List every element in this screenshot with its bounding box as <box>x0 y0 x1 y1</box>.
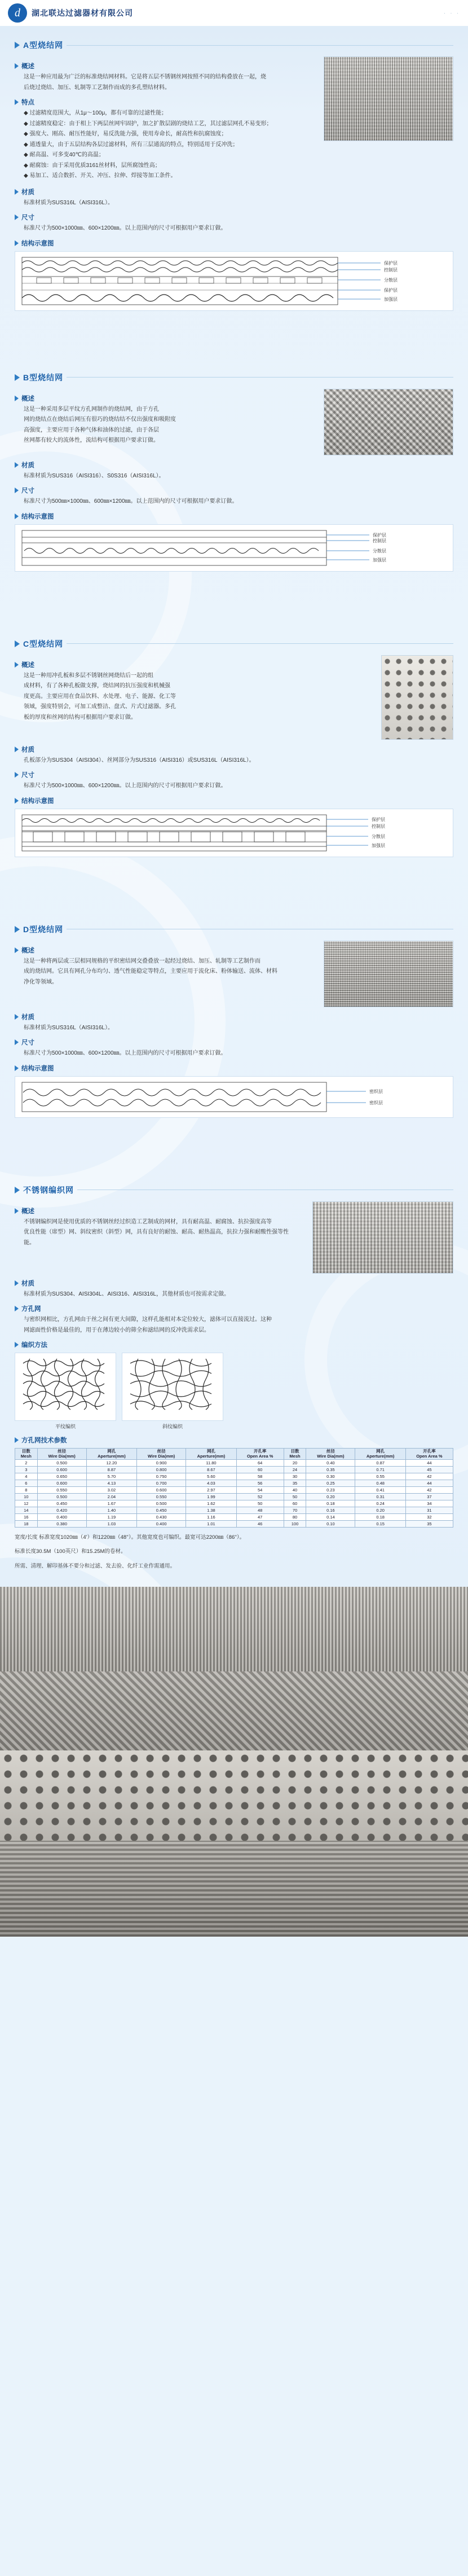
bullet-icon <box>15 772 19 778</box>
table-cell: 4.03 <box>186 1480 236 1487</box>
sub-material-woven: 材质 <box>15 1279 453 1288</box>
material-c-text: 孔板部分为SUS304（AISI304）、丝网部分为SUS316（AISI316）或SUS316L（AISI316L）。 <box>24 757 255 763</box>
sub-features-a: 特点 <box>15 98 316 107</box>
table-cell: 1.16 <box>186 1514 236 1521</box>
legend-a-2: 分散层 <box>384 277 398 283</box>
sub-size-b: 尺寸 <box>15 486 453 495</box>
weave-twill-cell <box>122 1353 223 1421</box>
table-cell: 3.02 <box>86 1487 136 1494</box>
size-b-text: 标准尺寸为500㎜×1000㎜、600㎜×1200㎜。以上范围内的尺寸可根据用户要求订做。 <box>24 498 238 504</box>
table-cell: 10 <box>15 1494 38 1500</box>
note-line-2: 标准长度30.5M（100英尺）和15.25M的卷材。 <box>15 1548 126 1555</box>
table-cell: 35 <box>284 1480 306 1487</box>
table-cell: 16 <box>15 1514 38 1521</box>
section-woven-title <box>15 1184 453 1196</box>
section-a-type <box>0 26 468 313</box>
size-d-text: 标准尺寸为500×1000㎜、600×1200㎜。以上范围内的尺寸可根据用户要求订做。 <box>24 1050 227 1056</box>
table-cell: 58 <box>236 1473 284 1480</box>
table-cell: 54 <box>236 1487 284 1494</box>
sub-overview-woven: 概述 <box>15 1206 304 1215</box>
table-cell: 8 <box>15 1487 38 1494</box>
overview-woven-text <box>15 1218 304 1248</box>
feature-item: ◆ 强度大、刚高、耐压性能好，易反洗能力强，使用寿命长，耐高性和抗腐蚀度； <box>24 131 227 137</box>
section-woven <box>0 1171 468 1579</box>
structure-diagram-b <box>15 524 453 572</box>
section-a-title <box>15 40 453 51</box>
material-d-text: 标准材质为SUS316L（AISI316L）。 <box>24 1024 113 1031</box>
note-line-3: 所需、清理、解印基体不要分和过滤、发去验、化纤工业作需通用。 <box>15 1563 176 1570</box>
legend-b-3: 加强层 <box>373 557 386 563</box>
overview-d-line-3: 净化等领域。 <box>24 978 58 985</box>
table-cell: 2 <box>15 1460 38 1467</box>
col-header: 目数 Mesh <box>15 1449 38 1460</box>
table-cell: 0.14 <box>306 1514 355 1521</box>
section-c-title <box>15 638 453 650</box>
weave-plain-cell <box>15 1353 116 1421</box>
size-c-text: 标准尺寸为500×1000㎜、600×1200㎜。以上范围内的尺寸可根据用户要求订做。 <box>24 783 227 789</box>
table-cell: 70 <box>284 1507 306 1514</box>
table-cell: 0.450 <box>137 1507 186 1514</box>
col-header: 目数 Mesh <box>284 1449 306 1460</box>
table-cell: 0.400 <box>137 1521 186 1528</box>
table-row <box>15 1480 453 1487</box>
table-cell: 60 <box>284 1500 306 1507</box>
overview-woven-line-2: 优良性能（席型）网、斜纹密织（斜型）网，具有良好的耐蚀、耐高、耐热温高，抗拉力强和耐酸性强等性 <box>24 1229 289 1235</box>
table-cell: 0.900 <box>137 1460 186 1467</box>
table-cell: 60 <box>236 1467 284 1473</box>
feature-text: 易加工、适合数折、开关、冲压、拉伸、焊接等加工条件。 <box>29 173 176 179</box>
bullet-icon <box>15 1342 19 1348</box>
col-header: 开孔率 Open Area % <box>236 1449 284 1460</box>
sub-size-d: 尺寸 <box>15 1038 453 1047</box>
header-marks: · · · <box>444 10 460 16</box>
table-cell: 0.16 <box>306 1507 355 1514</box>
overview-c-line-1: 这是一种用冲孔板和多层不锈钢丝网烧结后一起的组 <box>24 672 153 679</box>
sub-overview-b: 概述 <box>15 394 316 403</box>
table-row <box>15 1487 453 1494</box>
table-cell: 0.650 <box>37 1473 86 1480</box>
sub-material-b: 材质 <box>15 460 453 469</box>
overview-c-line-5: 板的厚度和丝网的结构可根据用户要求订做。 <box>24 714 136 721</box>
logo-icon: d <box>8 3 27 23</box>
product-photo-b <box>324 389 453 455</box>
table-cell: 0.55 <box>355 1473 405 1480</box>
section-b-heading: B型烧结网 <box>23 372 64 382</box>
hole-mesh-text <box>15 1315 453 1335</box>
table-cell: 0.550 <box>137 1494 186 1500</box>
table-cell: 11.80 <box>186 1460 236 1467</box>
size-a-text: 标准尺寸为500×1000㎜、600×1200㎜。以上范围内的尺寸可根据用户要求订做。 <box>24 225 227 231</box>
triangle-icon <box>15 926 20 933</box>
col-header: 网孔 Aperture(mm) <box>355 1449 405 1460</box>
company-logo <box>8 3 133 23</box>
table-cell: 1.19 <box>86 1514 136 1521</box>
triangle-icon <box>15 1187 20 1193</box>
section-woven-heading: 不锈钢编织网 <box>23 1185 74 1195</box>
table-cell: 0.700 <box>137 1480 186 1487</box>
weave-plain-caption: 平纹编织 <box>55 1424 76 1429</box>
section-a-heading: A型烧结网 <box>23 41 64 50</box>
overview-d-line-1: 这是一种将两层或三层相同规格的平织密结网交叠叠放一起经过烧结、加压、轧制等工艺制作而 <box>24 958 261 964</box>
table-cell: 0.71 <box>355 1467 405 1473</box>
feature-item: ◆ 通透量大，由于五层结构各层过滤材料，所有三层通流的特点，特别适用于反冲洗； <box>24 141 239 148</box>
table-row <box>15 1514 453 1521</box>
col-header: 丝径 Wire Dia(mm) <box>306 1449 355 1460</box>
bullet-icon <box>15 947 19 953</box>
overview-woven-line-3: 能。 <box>24 1239 35 1246</box>
overview-b-line-4: 丝网都有较大的流体性，流结构可根据用户要求订做。 <box>24 437 159 444</box>
bullet-icon <box>15 514 19 519</box>
feature-text: 耐高温、可多变40℃的高温； <box>29 152 104 158</box>
sub-size-a: 尺寸 <box>15 213 453 222</box>
legend-b-1: 控制层 <box>373 538 386 543</box>
features-a-list <box>15 109 316 181</box>
material-a-text: 标准材质为SUS316L（AISI316L）。 <box>24 199 113 206</box>
overview-c-line-2: 成材料，有了各种孔板做支撑，烧结网的抗压强度和机械强 <box>24 683 170 689</box>
table-cell: 0.48 <box>355 1480 405 1487</box>
weave-plain-block <box>15 1353 116 1430</box>
feature-text: 过滤精度范围大，从1μ～100μ，都有可靠的过滤性能； <box>29 110 167 116</box>
table-cell: 1.38 <box>186 1507 236 1514</box>
bullet-icon <box>15 1306 19 1311</box>
divider <box>67 377 453 378</box>
overview-d-line-2: 成的烧结网。它具有网孔分布均匀、透气性能稳定等特点，主要应用于流化床、粉体输送、流体、材料 <box>24 968 277 975</box>
sub-diagram-a: 结构示意图 <box>15 239 453 248</box>
structure-diagram-d <box>15 1076 453 1118</box>
table-cell: 44 <box>405 1460 453 1467</box>
table-cell: 1.99 <box>186 1494 236 1500</box>
table-body <box>15 1460 453 1528</box>
structure-diagram-c <box>15 809 453 857</box>
section-c-type <box>0 625 468 859</box>
table-cell: 45 <box>405 1467 453 1473</box>
feature-text: 强度大、刚高、耐压性能好，易反洗能力强，使用寿命长，耐高性和抗腐蚀度； <box>29 131 227 137</box>
legend-a-4: 加强层 <box>384 296 398 302</box>
feature-item: ◆ 易加工、适合数折、开关、冲压、拉伸、焊接等加工条件。 <box>24 173 176 179</box>
table-cell: 0.500 <box>37 1460 86 1467</box>
weave-twill-caption: 斜纹编织 <box>162 1424 183 1429</box>
bullet-icon <box>15 1065 19 1071</box>
table-cell: 0.600 <box>137 1487 186 1494</box>
mesh-params-table <box>15 1448 453 1528</box>
overview-b-line-3: 高强度，主要应用于各种气体和油体的过滤，由于各层 <box>24 427 159 433</box>
table-cell: 50 <box>284 1494 306 1500</box>
bullet-icon <box>15 63 19 69</box>
table-cell: 0.550 <box>37 1487 86 1494</box>
sub-hole-mesh: 方孔网 <box>15 1304 453 1313</box>
overview-c-text <box>15 672 373 723</box>
table-cell: 0.450 <box>37 1500 86 1507</box>
sub-diagram-b: 结构示意图 <box>15 512 453 521</box>
sub-material-a: 材质 <box>15 187 453 196</box>
col-header: 网孔 Aperture(mm) <box>186 1449 236 1460</box>
section-c-heading: C型烧结网 <box>23 639 64 648</box>
table-cell: 12.20 <box>86 1460 136 1467</box>
bullet-icon <box>15 99 19 105</box>
table-cell: 8.87 <box>86 1467 136 1473</box>
bullet-icon <box>15 1014 19 1020</box>
legend-b-2: 分散层 <box>373 548 386 554</box>
table-cell: 20 <box>284 1460 306 1467</box>
table-cell: 1.40 <box>86 1507 136 1514</box>
table-header-row <box>15 1449 453 1460</box>
divider <box>67 45 453 46</box>
bullet-icon <box>15 662 19 668</box>
legend-a-0: 保护层 <box>384 260 398 266</box>
overview-b-text <box>15 405 316 446</box>
bottom-photo-1 <box>0 1587 468 1671</box>
legend-a-1: 控制层 <box>384 267 398 273</box>
bullet-icon <box>15 1437 19 1443</box>
bullet-icon <box>15 747 19 752</box>
table-cell: 35 <box>405 1521 453 1528</box>
section-d-type <box>0 910 468 1120</box>
section-b-type <box>0 358 468 574</box>
diagram-c-svg <box>20 813 448 853</box>
table-cell: 0.10 <box>306 1521 355 1528</box>
diagram-a-svg <box>20 255 448 307</box>
table-cell: 2.04 <box>86 1494 136 1500</box>
section-b-title <box>15 372 453 383</box>
overview-a-line-2: 后烧过烧结、加压、轧制等工艺制作而成的多孔塑结材料。 <box>24 84 170 91</box>
sub-overview-c: 概述 <box>15 660 373 669</box>
material-woven-text: 标准材质为SUS304、AISI304L、AISI316、AISI316L，其他材质也可按需求定做。 <box>24 1291 230 1297</box>
table-row <box>15 1507 453 1514</box>
table-cell: 0.750 <box>137 1473 186 1480</box>
table-cell: 24 <box>284 1467 306 1473</box>
sub-overview-a: 概述 <box>15 62 316 71</box>
table-cell: 0.31 <box>355 1494 405 1500</box>
bullet-icon <box>15 1039 19 1045</box>
product-photo-woven <box>312 1201 453 1274</box>
product-photo-d <box>324 941 453 1007</box>
overview-d-text <box>15 957 316 988</box>
sub-material-d: 材质 <box>15 1012 453 1021</box>
feature-text: 过滤精度稳定：由于相上下两层丝网牢固护，加之扩散层剧的烧结工艺，其过滤层网孔不易变形； <box>29 120 272 127</box>
bullet-icon <box>15 396 19 401</box>
col-header: 丝径 Wire Dia(mm) <box>37 1449 86 1460</box>
sub-params: 方孔网技术参数 <box>15 1436 453 1445</box>
legend-d-0: 密织层 <box>369 1089 383 1094</box>
table-cell: 0.18 <box>306 1500 355 1507</box>
table-cell: 37 <box>405 1494 453 1500</box>
weave-method-diagrams <box>15 1353 453 1430</box>
legend-c-2: 分散层 <box>372 833 385 839</box>
overview-woven-line-1: 不锈钢编织网是使用优质的不锈钢丝经过织造工艺制成的网材，具有耐高温、耐腐蚀、抗拉强度高等 <box>24 1218 272 1225</box>
feature-text: 耐腐蚀：由于采用优质3161丝材料，层所腐蚀性高； <box>29 162 161 169</box>
feature-item: ◆ 过滤精度范围大，从1μ～100μ，都有可靠的过滤性能； <box>24 110 167 116</box>
bottom-photo-2 <box>0 1671 468 1750</box>
table-cell: 47 <box>236 1514 284 1521</box>
bottom-photo-4 <box>0 1841 468 1937</box>
overview-b-line-2: 网的烧结点在烧结后网压有很巧的烧结结不仅出强度和吸附度 <box>24 416 176 423</box>
col-header: 网孔 Aperture(mm) <box>86 1449 136 1460</box>
bottom-photo-3 <box>0 1750 468 1841</box>
table-cell: 0.430 <box>137 1514 186 1521</box>
col-header: 丝径 Wire Dia(mm) <box>137 1449 186 1460</box>
table-cell: 30 <box>284 1473 306 1480</box>
sub-weave-method: 编织方法 <box>15 1340 453 1349</box>
table-cell: 0.400 <box>37 1514 86 1521</box>
table-cell: 12 <box>15 1500 38 1507</box>
bottom-photo-band <box>0 1587 468 1937</box>
sub-overview-d: 概述 <box>15 946 316 955</box>
table-cell: 56 <box>236 1480 284 1487</box>
triangle-icon <box>15 374 20 381</box>
plain-weave-svg <box>17 1355 113 1416</box>
table-cell: 4.13 <box>86 1480 136 1487</box>
table-cell: 52 <box>236 1494 284 1500</box>
table-cell: 0.20 <box>355 1507 405 1514</box>
table-cell: 1.01 <box>186 1521 236 1528</box>
table-cell: 0.800 <box>137 1467 186 1473</box>
table-row <box>15 1473 453 1480</box>
table-cell: 0.30 <box>306 1473 355 1480</box>
table-cell: 0.25 <box>306 1480 355 1487</box>
table-cell: 18 <box>15 1521 38 1528</box>
bullet-icon <box>15 798 19 804</box>
section-d-title <box>15 924 453 935</box>
table-cell: 0.35 <box>306 1467 355 1473</box>
hole-mesh-line-2: 网滤面性价格是最佳的，用于在薄边较小的筛全和滤结网的反冲洗需求层。 <box>24 1327 210 1333</box>
divider <box>67 643 453 644</box>
table-cell: 42 <box>405 1487 453 1494</box>
table-cell: 31 <box>405 1507 453 1514</box>
feature-item: ◆ 耐腐蚀：由于采用优质3161丝材料，层所腐蚀性高； <box>24 162 161 169</box>
feature-text: 通透量大，由于五层结构各层过滤材料，所有三层通流的特点，特别适用于反冲洗； <box>29 141 239 148</box>
overview-b-line-1: 这是一种采用多层平纹方孔网制作的烧结网，由于方孔 <box>24 406 159 412</box>
company-name: 湖北联达过滤器材有限公司 <box>32 8 133 17</box>
overview-c-line-4: 领域，强度特别会，可加工成整洁、盘式、片式过滤器。多孔 <box>24 704 176 710</box>
table-cell: 1.67 <box>86 1500 136 1507</box>
table-cell: 0.18 <box>355 1514 405 1521</box>
overview-c-line-3: 度更高。主要应用在食品饮料、水处理、电子、能源、化工等 <box>24 693 176 700</box>
table-cell: 40 <box>284 1487 306 1494</box>
sub-diagram-d: 结构示意图 <box>15 1064 453 1073</box>
table-cell: 2.97 <box>186 1487 236 1494</box>
table-cell: 42 <box>405 1473 453 1480</box>
table-cell: 0.20 <box>306 1494 355 1500</box>
table-head <box>15 1449 453 1460</box>
bullet-icon <box>15 240 19 246</box>
legend-b-0: 保护层 <box>373 532 386 538</box>
table-row <box>15 1500 453 1507</box>
table-cell: 8.67 <box>186 1467 236 1473</box>
table-cell: 0.15 <box>355 1521 405 1528</box>
legend-a-3: 保护层 <box>384 287 398 293</box>
diagram-b-svg <box>20 528 448 568</box>
table-cell: 44 <box>405 1480 453 1487</box>
table-cell: 0.600 <box>37 1480 86 1487</box>
table-cell: 5.70 <box>86 1473 136 1480</box>
material-b-text: 标准材质为SUS316（AISI316）、S0S316（AISI316L）。 <box>24 472 165 479</box>
feature-item: ◆ 过滤精度稳定：由于相上下两层丝网牢固护，加之扩散层剧的烧结工艺，其过滤层网孔不易变形； <box>24 120 272 127</box>
triangle-icon <box>15 42 20 49</box>
table-cell: 100 <box>284 1521 306 1528</box>
table-cell: 0.41 <box>355 1487 405 1494</box>
table-notes <box>15 1533 453 1571</box>
note-line-1: 宽度/长度 标准宽度1020㎜（4'）和1220㎜（48''）。其他宽度也可编织。最宽可达2200㎜（86''）。 <box>15 1534 245 1541</box>
table-cell: 0.500 <box>37 1494 86 1500</box>
overview-a-line-1: 这是一种应用最为广泛的标准烧结网材料。它是将五层不锈钢丝网按照不同的结构叠放在一起，烧 <box>24 74 266 80</box>
table-cell: 0.87 <box>355 1460 405 1467</box>
table-cell: 80 <box>284 1514 306 1521</box>
legend-c-0: 保护层 <box>372 817 385 822</box>
table-cell: 32 <box>405 1514 453 1521</box>
table-cell: 64 <box>236 1460 284 1467</box>
table-row <box>15 1460 453 1467</box>
table-row <box>15 1521 453 1528</box>
bullet-icon <box>15 462 19 468</box>
section-d-heading: D型烧结网 <box>23 924 64 934</box>
table-cell: 5.60 <box>186 1473 236 1480</box>
bullet-icon <box>15 189 19 195</box>
bullet-icon <box>15 214 19 220</box>
twill-weave-svg <box>125 1355 220 1416</box>
sub-size-c: 尺寸 <box>15 770 453 779</box>
table-cell: 48 <box>236 1507 284 1514</box>
table-cell: 0.420 <box>37 1507 86 1514</box>
col-header: 开孔率 Open Area % <box>405 1449 453 1460</box>
product-photo-a <box>324 56 453 141</box>
table-row <box>15 1467 453 1473</box>
product-photo-c <box>381 655 453 740</box>
feature-item: ◆ 耐高温、可多变40℃的高温； <box>24 152 104 158</box>
table-cell: 0.500 <box>137 1500 186 1507</box>
page-header <box>0 0 468 26</box>
diagram-d-svg <box>20 1080 448 1114</box>
table-cell: 4 <box>15 1473 38 1480</box>
table-cell: 0.24 <box>355 1500 405 1507</box>
table-cell: 0.23 <box>306 1487 355 1494</box>
bullet-icon <box>15 488 19 493</box>
table-row <box>15 1494 453 1500</box>
table-cell: 0.40 <box>306 1460 355 1467</box>
table-cell: 3 <box>15 1467 38 1473</box>
bullet-icon <box>15 1280 19 1286</box>
bullet-icon <box>15 1208 19 1214</box>
legend-c-1: 控制层 <box>372 823 385 829</box>
hole-mesh-line-1: 与密织网相比，方孔网由于丝之间有更大间隙，这样孔能相对本定位较大，滤体可以直接流过。这种 <box>24 1316 272 1323</box>
table-cell: 14 <box>15 1507 38 1514</box>
table-cell: 1.03 <box>86 1521 136 1528</box>
table-cell: 1.62 <box>186 1500 236 1507</box>
overview-a-text <box>15 73 316 93</box>
weave-twill-block <box>122 1353 223 1430</box>
structure-diagram-a <box>15 251 453 311</box>
table-cell: 0.600 <box>37 1467 86 1473</box>
legend-c-3: 加强层 <box>372 842 385 848</box>
sub-diagram-c: 结构示意图 <box>15 796 453 805</box>
sub-material-c: 材质 <box>15 745 453 754</box>
table-cell: 50 <box>236 1500 284 1507</box>
table-cell: 0.380 <box>37 1521 86 1528</box>
triangle-icon <box>15 640 20 647</box>
legend-d-1: 密织层 <box>369 1100 383 1105</box>
table-cell: 46 <box>236 1521 284 1528</box>
table-cell: 6 <box>15 1480 38 1487</box>
table-cell: 34 <box>405 1500 453 1507</box>
